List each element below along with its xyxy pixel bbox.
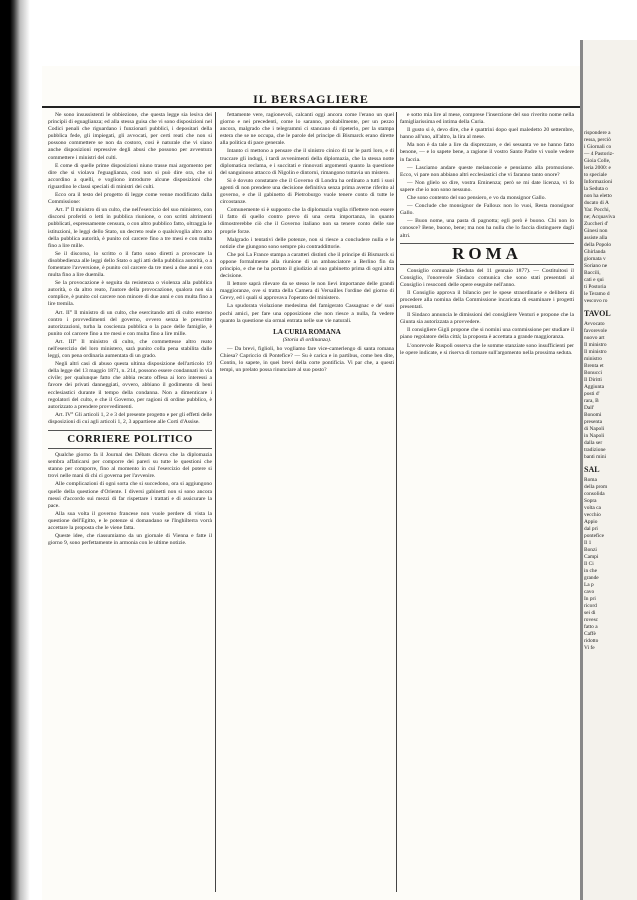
adjacent-page-line: In pri bbox=[584, 596, 596, 602]
page-fold-edge bbox=[580, 40, 583, 900]
article-paragraph: Consiglio comunale (Seduta del 11 gennaio 1877). — Costituitosi il Consiglio, l'onorevole Sindaco comunica che sono stati presentati al Consiglio i resoconti delle opere eseguite nell'anno. bbox=[400, 267, 574, 288]
adjacent-page-line: di Napoli bbox=[584, 426, 605, 432]
adjacent-page-line: dal pri bbox=[584, 526, 598, 532]
adjacent-page-line: consolida bbox=[584, 491, 605, 497]
column-divider bbox=[215, 112, 216, 892]
adjacent-page-line: Appio bbox=[584, 519, 598, 525]
article-paragraph: — Da brevi, figlioli, ho vogliamo fare vice-camerlengo di santa romana Chiesa? Capriccio di Pontefice? — Su è carica e in partibus, come ben dite, Contin, lo sapete, in quei brevi della corte pontificia. Vi par che, a questi tempi, un prelato possa rinunciare al suo posto? bbox=[220, 345, 394, 373]
article-paragraph: Ne sono insussistenti le obbiezione, che questa legge sia lesiva dei principii di eguaglianza; ed alla stessa guisa che vi sono disposizioni nel Codici penali che riguardano i funzionari pubblici, i depositari della pubblica fede, gli impiegati, gli avvocati, per certi reati che non si possono commettere se non da costoro, cosi è naturale che vi siano anche disposizioni repressive degli abusi che possono per avventura commettere i ministri del culti. bbox=[48, 112, 212, 161]
article-paragraph: Il consigliere Gigli propone che si nomini una commissione per studiare il piano regolatore della città; la proposta è accettata a grande maggioranza. bbox=[400, 327, 574, 341]
adjacent-page-line: Aggiunta bbox=[584, 384, 605, 390]
adjacent-page-line: banti mini bbox=[584, 454, 607, 460]
article-paragraph: Alle complicazioni di ogni sorta che si succedono, ora si aggiungono quelle della questione d'Oriente. I diversi gabinetti non si sono ancora messi d'accordo sui mezzi di far rispettare i trattati e di assicurare la pace. bbox=[48, 481, 212, 509]
adjacent-page-line: della prom bbox=[584, 484, 608, 490]
adjacent-page-line: grande bbox=[584, 575, 599, 581]
article-paragraph: Malgrado i tentativi delle potenze, non si riesce a concludere nulla e le notizie che giungono sono sempre piu contraddittorie. bbox=[220, 236, 394, 250]
adjacent-page-line: cavo bbox=[584, 589, 595, 595]
column-2 bbox=[220, 112, 394, 892]
column-3 bbox=[400, 112, 574, 892]
article-paragraph: La spudorata violazione medesima del famigerato Cassagnac e de' suoi pochi amici, per fare una opposizione che non riesce a nulla, fa vedere quanto la questione sia ormai entrata nelle sue vie naturali. bbox=[220, 303, 394, 324]
adjacent-page-text bbox=[584, 130, 636, 652]
section-title-roma: ROMA bbox=[400, 243, 574, 265]
adjacent-page-line: Bonomi bbox=[584, 412, 602, 418]
article-paragraph: Art. II° Il ministro di un culto, che esercitando atti di culto esterno contro i provvedimenti del governo, ovvero senza le prescritte autorizzazioni, turba la coscienza pubblica o la pace delle famiglie, è punito col carcere fino a tre mesi e con multa fino a lire mille. bbox=[48, 309, 212, 337]
adjacent-page-line: giornata v bbox=[584, 256, 606, 262]
article-paragraph: Che poi La France stampa a caratteri distinti che il principe di Bismarck si oppone formalmente alla riunione di un ambasciatore a Berlino fin da principio, e che ne ha portato il giudizio al suo gabinetto prima di ogni altra decisione. bbox=[220, 251, 394, 280]
adjacent-page-line: rovesc bbox=[584, 617, 599, 623]
scan-left-margin bbox=[0, 0, 30, 900]
article-paragraph: Si è dovuto constatare che il Governo di Londra ha ordinato a tutti i suoi agenti di non prendere una decisione definitiva senza prima averne riferito al governo, e che il gabinetto di Pietroburgo vuole tenere conto di tutte le circostanze. bbox=[220, 177, 394, 206]
adjacent-page-line: nuovo art bbox=[584, 335, 605, 341]
adjacent-page-line: i Giornali co bbox=[584, 144, 612, 150]
adjacent-page-line: in Napoli bbox=[584, 433, 605, 439]
article-paragraph: Il Sindaco annuncia le dimissioni del consigliere Venturi e propone che la Giunta sia autorizzata a provvedere. bbox=[400, 312, 574, 326]
adjacent-page-line: Il Ci bbox=[584, 561, 594, 567]
adjacent-page-line: leria 2000: e bbox=[584, 165, 611, 171]
article-paragraph: e sotto mia lire al mese, comprese l'inserzione del suo riverito nome nella famigliarissima ed intima della Curia. bbox=[400, 112, 574, 126]
adjacent-page-line: ricord bbox=[584, 603, 597, 609]
adjacent-page-line: Sopra bbox=[584, 498, 597, 504]
adjacent-page-line: Baccili, bbox=[584, 270, 601, 276]
article-paragraph: Negli altri casi di abuso questa ultima disposizione dell'articolo 19 della legge del 13 maggio 1871, n. 214, possono essere condannati in via civile; per qualunque fatto che abbia recato offesa ai loro interessi a favore dei privati danneggiati, ovvero, abbiano il godimento di beni ecclesiastici durante il tempo della condanna. Non a dimenticare i regolatori del culto, e che il Governo, per ragioni di ordine pubblico, è autorizzato a prendere provvedimenti. bbox=[48, 361, 212, 410]
adjacent-page-line: vescovo ro bbox=[584, 298, 608, 304]
column-divider bbox=[396, 112, 397, 892]
adjacent-page-line: presenta bbox=[584, 419, 602, 425]
adjacent-page-line: Soriano ne bbox=[584, 263, 608, 269]
article-paragraph: Art. III° Il ministro di culto, che commettesse altro reato nell'esercizio del loro ministero, sarà punito colla pena stabilita dalle leggi, con pena ordinaria aumentata di un grado. bbox=[48, 338, 212, 360]
adjacent-page-line: ministro bbox=[584, 356, 602, 362]
adjacent-page-line: vecchio bbox=[584, 512, 601, 518]
article-paragraph: Comunemente si è supposto che la diplomazia voglia riflettere non essere il fatto di quello contro prevo di una certa importanza, in quanto dimostrerebbe ciò che il Governo italiano non sa tenere conto delle sue proprie forze. bbox=[220, 207, 394, 235]
article-paragraph: Art. IV° Gli articoli 1, 2 e 3 del presente progetto e per gli effetti delle disposizioni di cui agli articoli 1, 2, 3 appartiene alle Corti d'Assise. bbox=[48, 411, 212, 425]
section-title-curia-romana: LA CURIA ROMANA bbox=[273, 327, 341, 336]
section-subtitle: (Storia di ordinanza). bbox=[282, 336, 332, 343]
section-title-corriere-politico: CORRIERE POLITICO bbox=[48, 430, 212, 449]
article-paragraph: — Conclude che monsignor de Falloux non lo vuoi, Resta monsignor Gallo. bbox=[400, 203, 574, 217]
article-paragraph: Se il discorso, lo scritto o il fatto sono diretti a provocare la disobbedienza alle leggi dello Stato o agli atti della pubblica autorità, o a fomentare l'avversione, è punito col carcere da tre mesi a due anni e con multa fino a lire duemila. bbox=[48, 250, 212, 279]
adjacent-page-heading: TAVOL bbox=[584, 309, 611, 318]
adjacent-page-line: Caffè bbox=[584, 631, 596, 637]
adjacent-page-line: Yar. Pocchi, bbox=[584, 207, 610, 213]
adjacent-page-line: in che bbox=[584, 568, 598, 574]
article-paragraph: Ecco ora il testo del progetto di legge come venne modificato dalla Commissione: bbox=[48, 192, 212, 206]
adjacent-page-line: Informazioni bbox=[584, 179, 613, 185]
adjacent-page-line: sei di bbox=[584, 610, 596, 616]
article-paragraph: Che sono contento del suo pensiero, e vo da monsignor Gallo. bbox=[407, 195, 546, 202]
article-paragraph: E come di quelle prime disposizioni niuno trasse mai argomento per dire che si violava l'eguaglianza, cosi non si può dire ora, che si accordino a quelli, e vogliono introdurre alcune disposizioni che riguardino le classi speciali di ministri dei culti. bbox=[48, 162, 212, 190]
article-paragraph: Art. I° Il ministro di un culto, che nell'esercizio del suo ministero, con discorsi proferiti o letti in pubblica riunione, o con scritti altrimenti pubblicati, espressamente censura, o con altro pubblico fatto, oltraggia le istituzioni, le leggi dello Stato, un decreto reale o qualsivoglia altro atto della pubblica autorità, è punito col carcere fino a tre mesi e con multa fino a lire mille. bbox=[48, 207, 212, 249]
article-paragraph: fettamente vere, ragionevoli, calcanti oggi ancora come l'erano un quel giorno e nei precedenti, come lo saranno, probabilmente, per un pezzo ancora, malgrado che i telegrammi ci stancano di ripeterlo, per la stampa estera che se ne occupa, che le parole del principe di Bismarck erano dirette alla politica di pace generale. bbox=[220, 112, 394, 147]
article-paragraph: Il lettore saprà rilevare da se stesso le non lievi importanze delle grandi maggioranze, ove si tratta della Camera di Versailles l'ordine del giorno di Grevy, ed i quali si approvava l'operato del ministero. bbox=[220, 281, 394, 302]
adjacent-page-line: posti d' bbox=[584, 391, 600, 397]
adjacent-page-line: favorevole bbox=[584, 328, 608, 334]
article-paragraph: Alla sua volta il governo francese non vuole perdere di vista la questione dell'Egitto, e le potenze si domandano se l'Inghilterra vorrà accettare la proposta che le viene fatta. bbox=[48, 510, 212, 531]
adjacent-page-line: Il ministro bbox=[584, 342, 607, 348]
adjacent-page-line: ressa, perciò bbox=[584, 137, 611, 143]
adjacent-page-line: Dall' bbox=[584, 405, 595, 411]
adjacent-page-line: le Teramo d bbox=[584, 291, 610, 297]
article-paragraph: Il Consiglio approva il bilancio per le spese straordinarie e delibera di procedere alla nomina della Commissione incaricata di esaminare i progetti presentati. bbox=[400, 289, 574, 311]
adjacent-page-line: tradizione bbox=[584, 447, 606, 453]
adjacent-page-line: La p bbox=[584, 582, 594, 588]
adjacent-page-line: Ghirlanda bbox=[584, 249, 606, 255]
adjacent-page-line: ne; Acquaviva bbox=[584, 214, 615, 220]
article-paragraph: L'onorevole Ruspoli osserva che le somme stanziate sono insufficienti per le opere indicate, e si riserva di tornare sull'argomento nella prossima seduta. bbox=[400, 342, 574, 356]
adjacent-page-line: Roma bbox=[584, 477, 597, 483]
adjacent-page-line: Il ministro bbox=[584, 349, 607, 355]
adjacent-page-line: ducato di A bbox=[584, 200, 609, 206]
adjacent-page-line: fatto a bbox=[584, 624, 598, 630]
article-paragraph: — Non glielo so dire, vostra Eminenza; però se mi date licenza, vi fo sapere che io non sono nessuno. bbox=[400, 179, 574, 193]
adjacent-page-line: Gioia Colle, bbox=[584, 158, 611, 164]
adjacent-page-line: to speciale bbox=[584, 172, 607, 178]
adjacent-page-fragment bbox=[580, 40, 637, 900]
article-paragraph: — Lasciamo andare queste melanconie e pensiamo alla promozione. Ecco, vi pare non abbiano altri ecclesiastici che vi faranno tanto onore? bbox=[400, 164, 574, 178]
adjacent-page-line: cati e qui bbox=[584, 277, 604, 283]
masthead bbox=[42, 90, 580, 108]
adjacent-page-line: ridotto bbox=[584, 638, 599, 644]
article-paragraph: Il gusto si è, devo dire, che è quattrini dopo quel maledetto 20 settembre, hanno all'uno, all'altro, la lira al mese. bbox=[400, 127, 574, 141]
adjacent-page-line: dalla ser bbox=[584, 440, 603, 446]
article-paragraph: Qualche giorno fa il Journal des Débats diceva che la diplomazia sembra affaticarsi per comporre dei pareri su tutte le questioni che stanno per comporre, fino al momento in cui l'esercizio del potere si trovi nelle mani di chi ci governa per l'avvenire. bbox=[48, 452, 212, 480]
adjacent-page-line: Il 1 bbox=[584, 540, 592, 546]
column-1 bbox=[48, 112, 212, 892]
adjacent-page-heading: SAL bbox=[584, 465, 600, 474]
masthead-title: IL BERSAGLIERE bbox=[253, 92, 369, 106]
adjacent-page-line: rispondere a bbox=[584, 130, 611, 136]
article-paragraph: — Buon nome, una pasta di pagnotta; egli però è buono. Chi non lo conosce? Bene, buono, bene; ma non ha nulla che lo faccia distinguere dagli altri. bbox=[400, 218, 574, 239]
adjacent-page-line: ti Postoria bbox=[584, 284, 607, 290]
adjacent-page-line: pontefice bbox=[584, 533, 605, 539]
adjacent-page-line: — 4 Pastoriz- bbox=[584, 151, 614, 157]
adjacent-page-line: Zuccheri d' bbox=[584, 221, 609, 227]
article-paragraph: Queste idee, che riassumiamo da un giornale di Vienna e fatte il giorno 9, sono perfettamente in armonia con le ultime notizie. bbox=[48, 533, 212, 547]
adjacent-page-line: della Popolo bbox=[584, 242, 612, 248]
adjacent-page-line: non ha eletto bbox=[584, 193, 612, 199]
adjacent-page-line: rara, B bbox=[584, 398, 599, 404]
adjacent-page-line: Il Diritti bbox=[584, 377, 602, 383]
adjacent-page-line: Avvocato bbox=[584, 321, 605, 327]
adjacent-page-line: la Seduta o bbox=[584, 186, 608, 192]
article-paragraph: Ma non è da tale a lire da disprezzare, e dei sessanta ve ne hanno fatto benone, — e lo sapete bene, a ragione il vostro Santo Padre vi vuole vedere in faccia. bbox=[400, 142, 574, 163]
adjacent-page-line: Brenta et bbox=[584, 363, 604, 369]
adjacent-page-line: assiste alla bbox=[584, 235, 608, 241]
article-paragraph: Se la provocazione è seguita da resistenza o violenza alla pubblica autorità, o da altro reato, l'autore della provocazione, qualora non sia complice, è punito col carcere non minore di due anni e con multa fino a lire tremila. bbox=[48, 280, 212, 308]
article-paragraph: Intanto ci mettono a pensare che il sinistro cinico di tar le parti loro, e di truccare gli indugi, i tardi avvenimenti della diplomazia, che la stessa notte diplomatica reclama, e i succitati e rinnovati argomenti quanto la questione del sanguinoso attacco di Nigolin e dintorni, rimangono tuttavia un mistero. bbox=[220, 148, 394, 176]
adjacent-page-line: Bonucci bbox=[584, 370, 602, 376]
adjacent-page-line: Bonzi bbox=[584, 547, 597, 553]
adjacent-page-line: volta ca bbox=[584, 505, 601, 511]
adjacent-page-line: Ginesi non bbox=[584, 228, 608, 234]
adjacent-page-line: Vi fe bbox=[584, 645, 595, 651]
adjacent-page-line: Campi bbox=[584, 554, 599, 560]
